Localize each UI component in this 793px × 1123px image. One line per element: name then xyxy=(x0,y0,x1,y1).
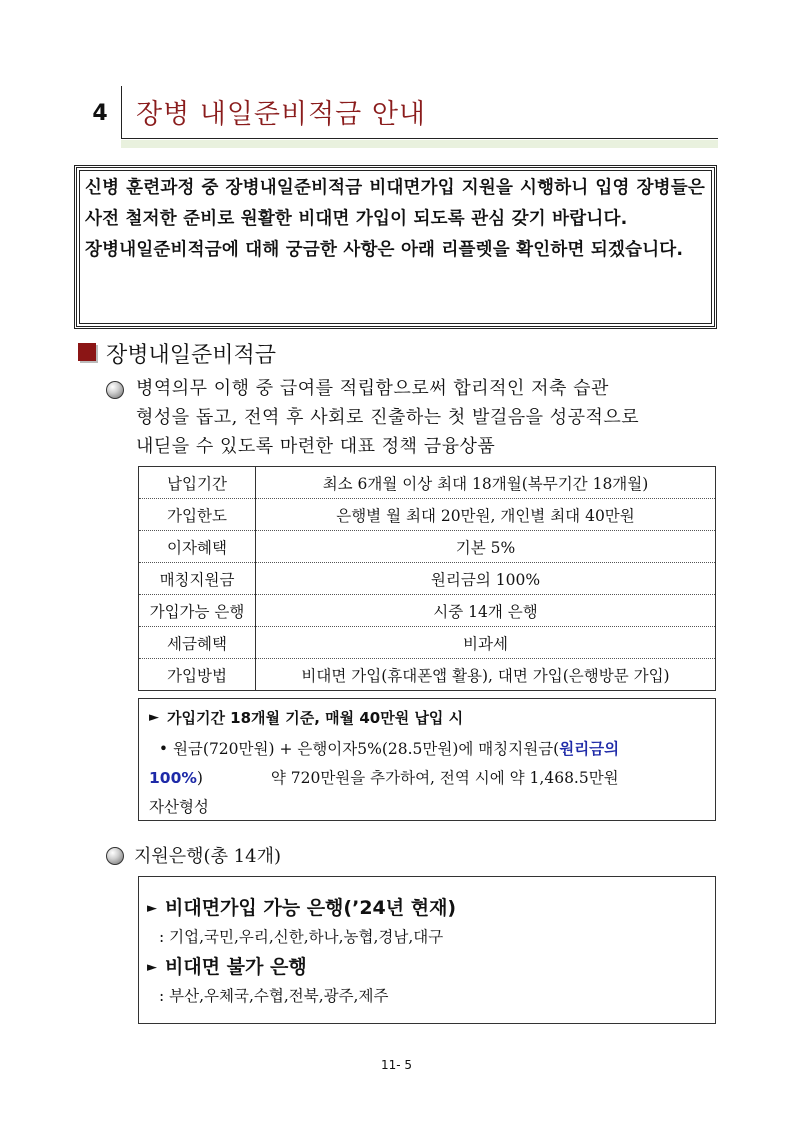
example-text: 원금(720만원) + 은행이자5%(28.5만원)에 매칭지원금( xyxy=(172,740,560,758)
table-key: 가입방법 xyxy=(139,659,256,691)
table-row xyxy=(139,627,716,659)
table-row xyxy=(139,531,716,563)
notice-box xyxy=(74,165,717,329)
description-line: 내딛을 수 있도록 마련한 대표 정책 금융상품 xyxy=(136,436,496,457)
example-text: ) xyxy=(196,769,203,787)
example-highlight: 원리금의 xyxy=(559,740,620,758)
section-description xyxy=(136,374,716,461)
example-line xyxy=(149,735,705,764)
example-line xyxy=(149,764,705,793)
table-row xyxy=(139,499,716,531)
triangle-marker-icon: ► xyxy=(147,901,157,916)
table-key: 납입기간 xyxy=(139,467,256,499)
banks-section-title: 지원은행(총 14개) xyxy=(134,846,281,867)
table-row xyxy=(139,595,716,627)
table-value: 기본 5% xyxy=(256,531,716,563)
online-banks-list: : 기업,국민,우리,신한,하나,농협,경남,대구 xyxy=(159,928,444,946)
example-heading xyxy=(149,707,705,735)
table-row xyxy=(139,563,716,595)
chapter-underline xyxy=(121,138,718,139)
description-line: 형성을 돕고, 전역 후 사회로 진출하는 첫 발걸음을 성공적으로 xyxy=(136,407,640,428)
example-box xyxy=(138,698,716,821)
table-row xyxy=(139,659,716,691)
triangle-marker-icon: ► xyxy=(147,960,157,975)
description-line: 병역의무 이행 중 급여를 적립함으로써 합리적인 저축 습관 xyxy=(136,378,609,399)
page-number: 11- 5 xyxy=(380,1058,413,1072)
example-highlight: 100% xyxy=(149,769,197,787)
chapter-band xyxy=(121,140,718,148)
offline-banks-heading xyxy=(147,952,705,983)
table-key: 이자혜택 xyxy=(139,531,256,563)
section-title: 장병내일준비적금 xyxy=(106,343,277,368)
example-line: 자산형성 xyxy=(149,798,209,816)
chapter-title: 장병 내일준비적금 안내 xyxy=(136,99,426,130)
offline-banks-heading-text: 비대면 불가 은행 xyxy=(165,956,307,978)
square-bullet-icon xyxy=(78,343,96,361)
circle-bullet-icon xyxy=(106,847,124,865)
banks-box xyxy=(138,876,716,1024)
product-info-table xyxy=(138,466,716,691)
chapter-number: 4 xyxy=(92,100,108,126)
notice-paragraph-2: 장병내일준비적금에 대해 궁금한 사항은 아래 리플렛을 확인하면 되겠습니다. xyxy=(85,240,684,260)
table-row xyxy=(139,467,716,499)
table-value: 비대면 가입(휴대폰앱 활용), 대면 가입(은행방문 가입) xyxy=(256,659,716,691)
table-value: 최소 6개월 이상 최대 18개월(복무기간 18개월) xyxy=(256,467,716,499)
table-key: 매칭지원금 xyxy=(139,563,256,595)
offline-banks-list: : 부산,우체국,수협,전북,광주,제주 xyxy=(159,987,389,1005)
table-value: 비과세 xyxy=(256,627,716,659)
table-value: 시중 14개 은행 xyxy=(256,595,716,627)
online-banks-heading-text: 비대면가입 가능 은행(’24년 현재) xyxy=(165,897,457,919)
triangle-marker-icon: ► xyxy=(149,710,159,725)
online-banks-heading xyxy=(147,893,705,924)
notice-paragraph-1: 신병 훈련과정 중 장병내일준비적금 비대면가입 지원을 시행하니 입영 장병들은 사전 철저한 준비로 원활한 비대면 가입이 되도록 관심 갖기 바랍니다. xyxy=(85,178,705,229)
table-value: 은행별 월 최대 20만원, 개인별 최대 40만원 xyxy=(256,499,716,531)
table-key: 세금혜택 xyxy=(139,627,256,659)
chapter-divider xyxy=(121,86,122,138)
circle-bullet-icon xyxy=(106,381,124,399)
table-key: 가입가능 은행 xyxy=(139,595,256,627)
table-key: 가입한도 xyxy=(139,499,256,531)
dot-bullet-icon: • xyxy=(158,740,169,758)
table-value: 원리금의 100% xyxy=(256,563,716,595)
example-heading-text: 가입기간 18개월 기준, 매월 40만원 납입 시 xyxy=(167,709,464,727)
example-text: 약 720만원을 추가하여, 전역 시에 약 1,468.5만원 xyxy=(270,769,619,787)
